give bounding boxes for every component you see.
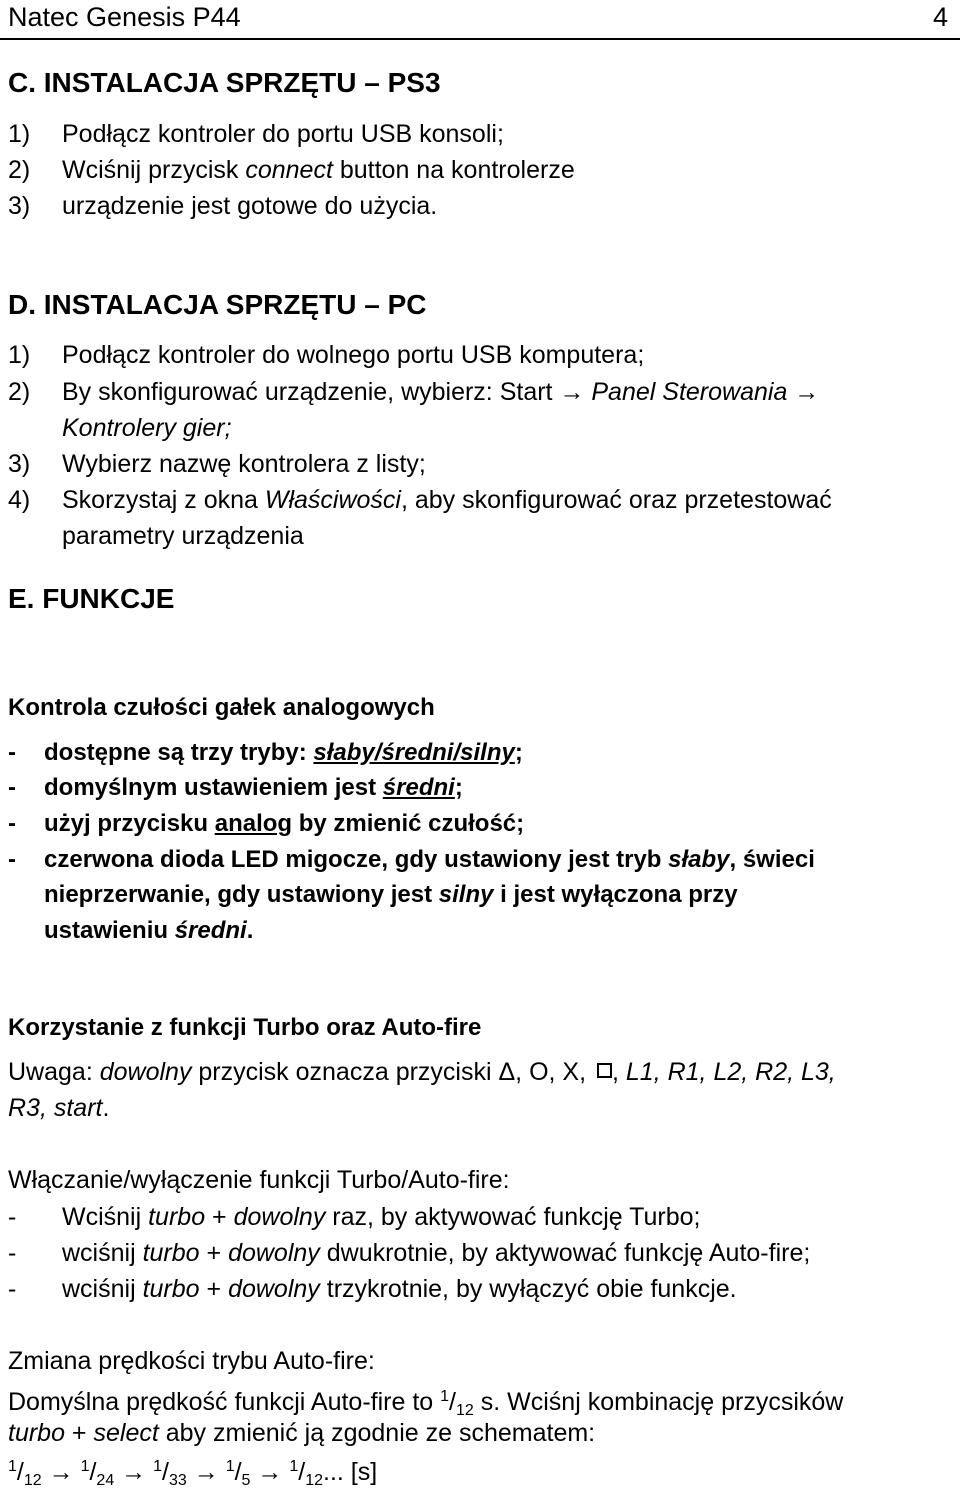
arrow-icon: → <box>794 378 820 406</box>
sensitivity-title: Kontrola czułości gałek analogowych <box>8 694 435 721</box>
c-item-2: 2) Wciśnij przycisk connect button na kontrolerze <box>8 156 575 184</box>
arrow-icon: → <box>559 378 585 406</box>
toggle-bullet-3: - wciśnij turbo + dowolny trzykrotnie, by wyłączyć obie funkcje. <box>8 1275 737 1303</box>
arrow-icon: → <box>121 1458 147 1486</box>
sensitivity-bullet-4: - czerwona dioda LED migocze, gdy ustawiony jest tryb słaby, świeci <box>8 846 815 873</box>
d-item-4: 4) Skorzystaj z okna Właściwości, aby skonfigurować oraz przetestować <box>8 486 832 514</box>
section-c-heading: C. INSTALACJA SPRZĘTU – PS3 <box>8 67 441 98</box>
speed-line-1: Domyślna prędkość funkcji Auto-fire to $^1/_{12}$ s. Wciśnj kombinację przycsików <box>8 1388 844 1419</box>
speed-sequence: $^1/_{12} \to ^1/_{24} \to ^1/_{33} \to ^1/_5 \to ^1/_{12}$... [s] <box>8 1458 378 1489</box>
turbo-note-cont: R3, start. <box>8 1094 110 1122</box>
d-item-2: 2) By skonfigurować urządzenie, wybierz: Start → Panel Sterowania → <box>8 378 820 406</box>
speed-title: Zmiana prędkości trybu Auto-fire: <box>8 1347 375 1375</box>
page-header <box>0 0 960 40</box>
sensitivity-bullet-4-cont-1: nieprzerwanie, gdy ustawiony jest silny i jest wyłączona przy <box>44 881 738 908</box>
d-item-3: 3) Wybierz nazwę kontrolera z listy; <box>8 450 426 478</box>
arrow-icon: → <box>193 1458 219 1486</box>
toggle-title: Włączanie/wyłączenie funkcji Turbo/Auto-fire: <box>8 1166 510 1194</box>
page-number: 4 <box>932 2 948 32</box>
d-item-1: 1) Podłącz kontroler do wolnego portu USB komputera; <box>8 341 645 369</box>
c-item-3: 3) urządzenie jest gotowe do użycia. <box>8 192 438 220</box>
c-item-1: 1) Podłącz kontroler do portu USB konsoli; <box>8 120 504 148</box>
turbo-note: Uwaga: dowolny przycisk oznacza przyciski Δ, O, X, , L1, R1, L2, R2, L3, <box>8 1058 836 1086</box>
section-e-heading: E. FUNKCJE <box>8 583 175 614</box>
sensitivity-bullet-2: - domyślnym ustawieniem jest średni; <box>8 774 463 801</box>
speed-line-2: turbo + select aby zmienić ją zgodnie ze schematem: <box>8 1419 596 1447</box>
sensitivity-bullet-3: - użyj przycisku analog by zmienić czułość; <box>8 810 525 837</box>
square-button-icon <box>597 1063 612 1078</box>
document-title: Natec Genesis P44 <box>8 2 241 32</box>
sensitivity-bullet-1: - dostępne są trzy tryby: słaby/średni/silny; <box>8 739 523 766</box>
turbo-title: Korzystanie z funkcji Turbo oraz Auto-fire <box>8 1014 482 1041</box>
toggle-bullet-2: - wciśnij turbo + dowolny dwukrotnie, by aktywować funkcję Auto-fire; <box>8 1239 811 1267</box>
d-item-2-cont: Kontrolery gier; <box>62 414 232 442</box>
arrow-icon: → <box>48 1458 74 1486</box>
sensitivity-bullet-4-cont-2: ustawieniu średni. <box>44 917 254 944</box>
d-item-4-cont: parametry urządzenia <box>62 522 304 550</box>
toggle-bullet-1: - Wciśnij turbo + dowolny raz, by aktywować funkcję Turbo; <box>8 1203 701 1231</box>
section-d-heading: D. INSTALACJA SPRZĘTU – PC <box>8 289 427 320</box>
arrow-icon: → <box>257 1458 283 1486</box>
